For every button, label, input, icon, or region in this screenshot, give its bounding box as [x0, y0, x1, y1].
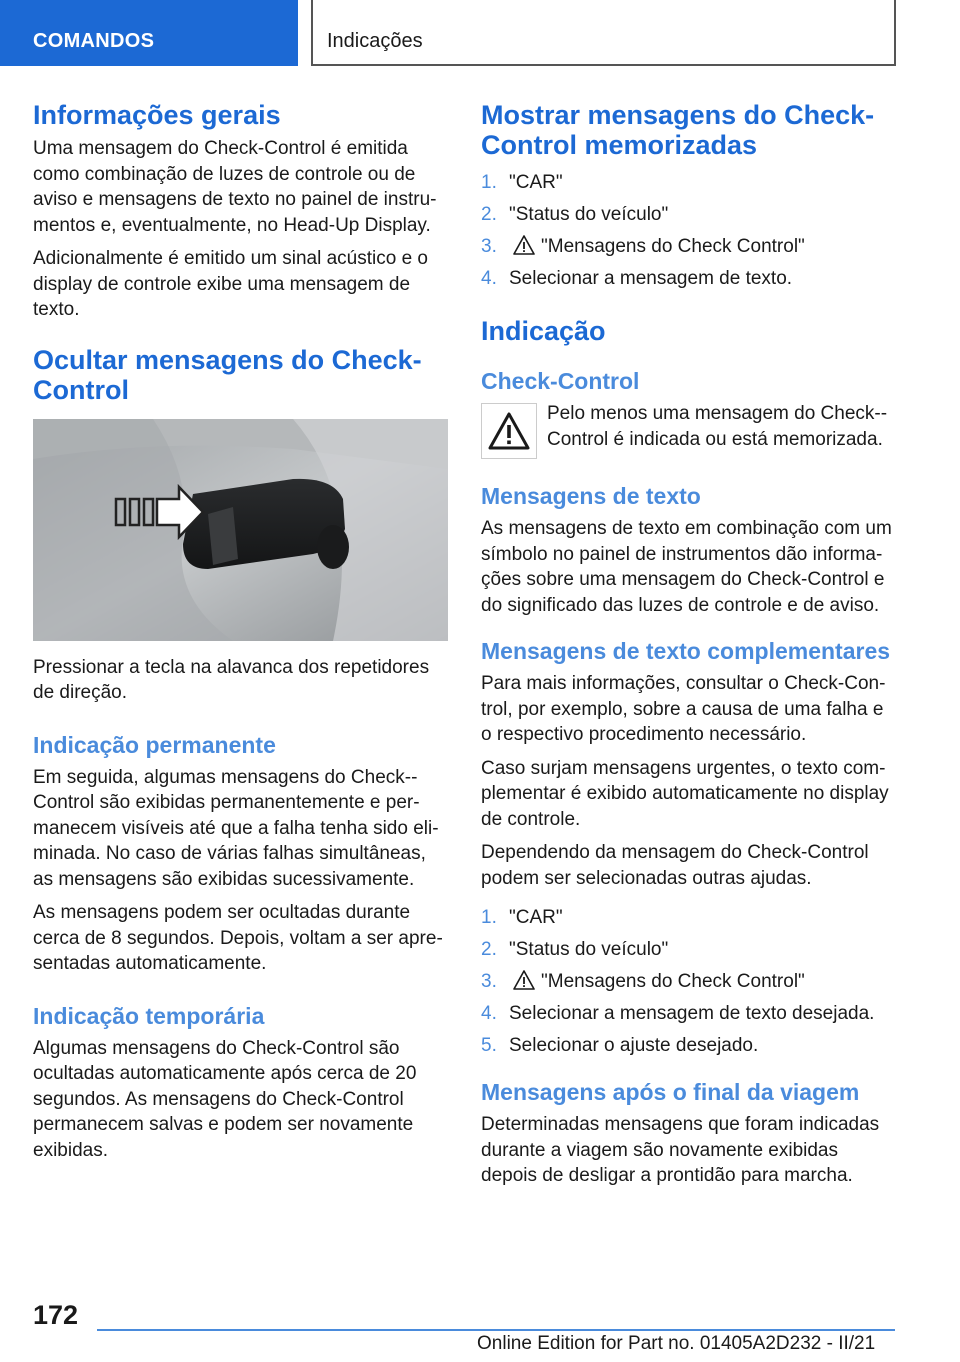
heading-mensagens-de-texto: Mensagens de texto: [481, 483, 701, 509]
paragraph: Determinadas mensagens que foram indicadas durante a viagem são novamente exibidas depois de desligar a prontidão para marcha.: [481, 1114, 880, 1186]
section-tab: [0, 0, 298, 66]
edition-note: Online Edition for Part no. 01405A2D232 - II/21: [477, 1333, 876, 1354]
chapter-label: Indicações: [327, 30, 423, 52]
check-control-note: [481, 401, 899, 459]
section-label: COMANDOS: [33, 30, 155, 52]
heading-ocultar-mensagens: Ocultar mensagens do Check-Control: [33, 344, 422, 405]
paragraph: Adicionalmente é emitido um sinal acústico e o display de controle exibe uma mensagem de texto.: [33, 248, 428, 320]
list-item: 4. Selecionar a mensagem de texto desejada.: [481, 1003, 875, 1024]
heading-indicacao-permanente: Indicação permanente: [33, 731, 276, 758]
turn-signal-lever-illustration: [33, 419, 448, 641]
list-item: 2. "Status do veículo": [481, 204, 669, 225]
lever-photo-svg: [33, 419, 448, 641]
paragraph: As mensagens de texto em combinação com um símbolo no painel de instrumentos dão informa-ções sobre uma mensagem do Check-Control e do significado das luzes de controle e de aviso.: [481, 518, 892, 616]
steps-list-1: [481, 170, 899, 291]
list-item: 3. "Mensagens do Check Control": [481, 971, 805, 992]
heading-mensagens-complementares: Mensagens de texto complementares: [481, 638, 891, 664]
chapter-tab: [311, 0, 896, 66]
paragraph: Algumas mensagens do Check-Control são ocultadas automaticamente após cerca de 20 segundos. As mensagens do Check-Control permanecem salvas e podem ser novamente exibidas.: [33, 1037, 417, 1161]
heading-check-control: Check-Control: [481, 368, 640, 394]
left-column: [33, 100, 448, 1171]
heading-informacoes-gerais: Informações gerais: [33, 100, 281, 130]
list-item: 2. "Status do veículo": [481, 939, 669, 960]
list-item: 5. Selecionar o ajuste desejado.: [481, 1035, 759, 1056]
list-item: 4. Selecionar a mensagem de texto.: [481, 268, 793, 289]
warning-triangle-icon: [481, 403, 537, 459]
heading-mostrar-mensagens: Mostrar mensagens do Check-Control memorizadas: [481, 100, 875, 160]
heading-mensagens-apos-viagem: Mensagens após o final da viagem: [481, 1079, 860, 1105]
list-item: 1. "CAR": [481, 907, 563, 928]
paragraph: Para mais informações, consultar o Check-Con-trol, por exemplo, sobre a causa de uma falha e o respectivo procedimento necessário.: [481, 673, 886, 745]
warning-triangle-icon: [513, 235, 535, 255]
heading-indicacao: Indicação: [481, 316, 606, 346]
heading-indicacao-temporaria: Indicação temporária: [33, 1002, 265, 1029]
paragraph: Em seguida, algumas mensagens do Check--Control são exibidas permanentemente e per-manecem visíveis até que a falha tenha sido eli-minada. No caso de várias falhas simultâneas, as mensagens são exibidas sucessivamente.: [33, 766, 439, 890]
page-number: 172: [33, 1300, 79, 1330]
page-header: [0, 0, 960, 66]
paragraph: Pressionar a tecla na alavanca dos repetidores de direção.: [33, 656, 430, 703]
paragraph: Uma mensagem do Check-Control é emitida como combinação de luzes de controle ou de aviso e mensagens de texto no painel de instru-mentos e, eventualmente, no Head-Up Display.: [33, 138, 437, 236]
list-item: 1. "CAR": [481, 172, 563, 193]
warning-triangle-icon: [513, 970, 535, 990]
right-column: [481, 100, 899, 1197]
paragraph: Pelo menos uma mensagem do Check--Control é indicada ou está memorizada.: [547, 403, 888, 450]
paragraph: Dependendo da mensagem do Check-Control podem ser selecionadas outras ajudas.: [481, 842, 869, 889]
paragraph: As mensagens podem ser ocultadas durante cerca de 8 segundos. Depois, voltam a ser apre-sentadas automaticamente.: [33, 902, 443, 974]
paragraph: Caso surjam mensagens urgentes, o texto com-plementar é exibido automaticamente no display de controle.: [481, 757, 889, 830]
footer-rule: [97, 1329, 895, 1331]
steps-list-2: [481, 905, 899, 1058]
list-item: 3. "Mensagens do Check Control": [481, 236, 805, 257]
